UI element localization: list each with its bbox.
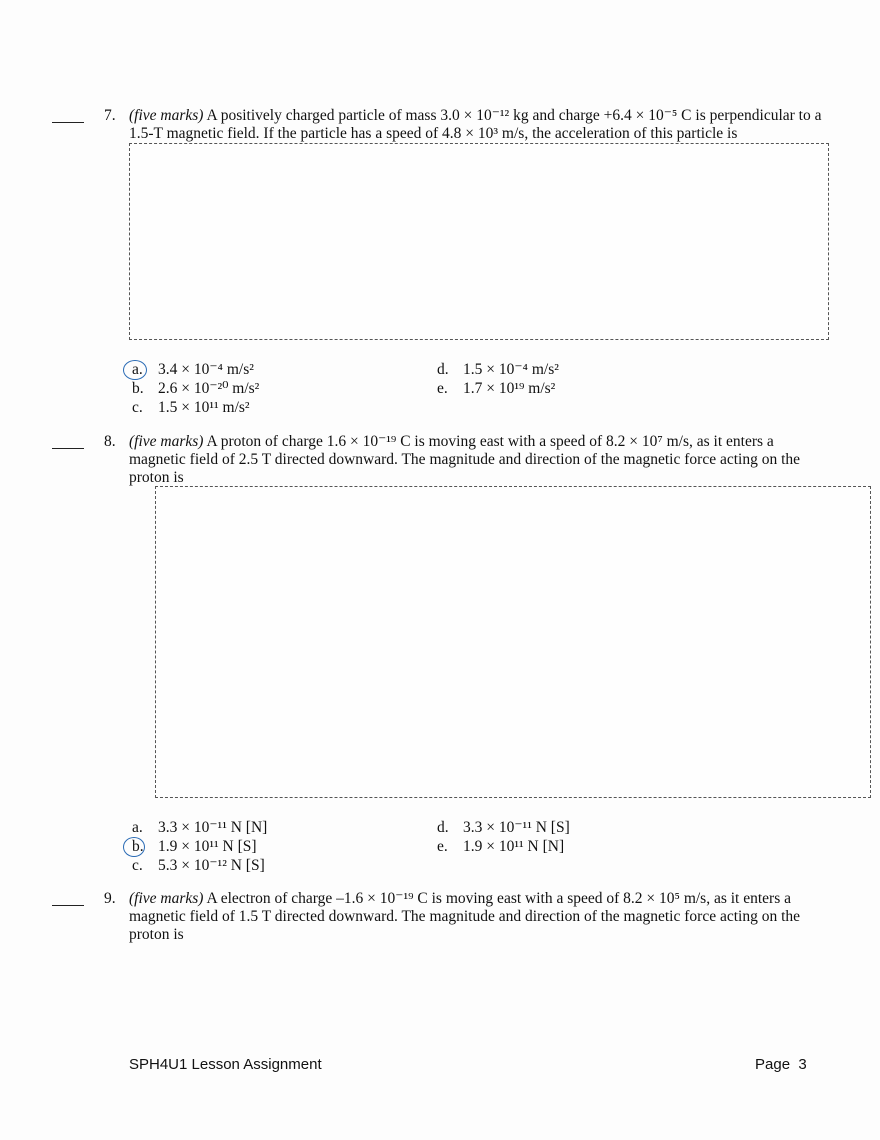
option-text: 3.3 × 10⁻¹¹ N [S] [463, 819, 570, 836]
option-q7-b[interactable] [132, 380, 259, 398]
question-text-q7 [129, 107, 834, 143]
option-letter: e. [437, 380, 448, 397]
option-letter: b. [132, 380, 144, 397]
option-letter: b. [132, 838, 144, 855]
footer-course-label: SPH4U1 Lesson Assignment [129, 1056, 322, 1073]
answer-blank-q9[interactable] [52, 905, 84, 906]
marks-label-q9: (five marks) [129, 890, 204, 907]
option-letter: c. [132, 857, 143, 874]
question-number-q9: 9. [104, 890, 116, 907]
answer-blank-q7[interactable] [52, 122, 84, 123]
option-q8-e[interactable] [437, 838, 564, 856]
selected-answer-circle-icon [123, 837, 145, 857]
footer-page-number: Page 3 [755, 1056, 807, 1073]
option-text: 1.5 × 10⁻⁴ m/s² [463, 361, 559, 378]
option-text: 2.6 × 10⁻²⁰ m/s² [158, 380, 260, 397]
option-letter: a. [132, 819, 143, 836]
option-q7-a[interactable] [132, 361, 254, 379]
option-q8-c[interactable] [132, 857, 265, 875]
option-q8-a[interactable] [132, 819, 267, 837]
marks-label-q7: (five marks) [129, 107, 204, 124]
question-text-q8 [129, 433, 834, 487]
work-box-q7[interactable] [129, 143, 829, 340]
question-body-q9: A electron of charge –1.6 × 10⁻¹⁹ C is moving east with a speed of 8.2 × 10⁵ m/s, as it enters a magnetic field of 1.5 T directed downward. The magnitude and direction of the magnetic force acting on the proton is [129, 890, 801, 943]
question-number-q8: 8. [104, 433, 116, 450]
answer-blank-q8[interactable] [52, 448, 84, 449]
option-q7-d[interactable] [437, 361, 559, 379]
marks-label-q8: (five marks) [129, 433, 204, 450]
option-text: 1.5 × 10¹¹ m/s² [158, 399, 250, 416]
option-q7-e[interactable] [437, 380, 555, 398]
option-letter: d. [437, 819, 449, 836]
work-box-q8[interactable] [155, 486, 871, 798]
option-text: 1.9 × 10¹¹ N [S] [158, 838, 257, 855]
question-text-q9 [129, 890, 834, 944]
option-text: 3.3 × 10⁻¹¹ N [N] [158, 819, 268, 836]
selected-answer-circle-icon [123, 360, 147, 380]
option-q8-d[interactable] [437, 819, 570, 837]
question-body-q8: A proton of charge 1.6 × 10⁻¹⁹ C is moving east with a speed of 8.2 × 10⁷ m/s, as it enters a magnetic field of 2.5 T directed downward. The magnitude and direction of the magnetic force acting on the proton is [129, 433, 801, 486]
option-text: 3.4 × 10⁻⁴ m/s² [158, 361, 254, 378]
option-text: 5.3 × 10⁻¹² N [S] [158, 857, 265, 874]
question-number-q7: 7. [104, 107, 116, 124]
option-q7-c[interactable] [132, 399, 250, 417]
option-letter: a. [132, 361, 143, 378]
option-letter: c. [132, 399, 143, 416]
option-q8-b[interactable] [132, 838, 257, 856]
question-body-q7: A positively charged particle of mass 3.0 × 10⁻¹² kg and charge +6.4 × 10⁻⁵ C is perpendicular to a 1.5-T magnetic field. If the particle has a speed of 4.8 × 10³ m/s, the acceleration of this particle is [129, 107, 822, 142]
option-text: 1.7 × 10¹⁹ m/s² [463, 380, 556, 397]
option-text: 1.9 × 10¹¹ N [N] [463, 838, 565, 855]
option-letter: e. [437, 838, 448, 855]
option-letter: d. [437, 361, 449, 378]
